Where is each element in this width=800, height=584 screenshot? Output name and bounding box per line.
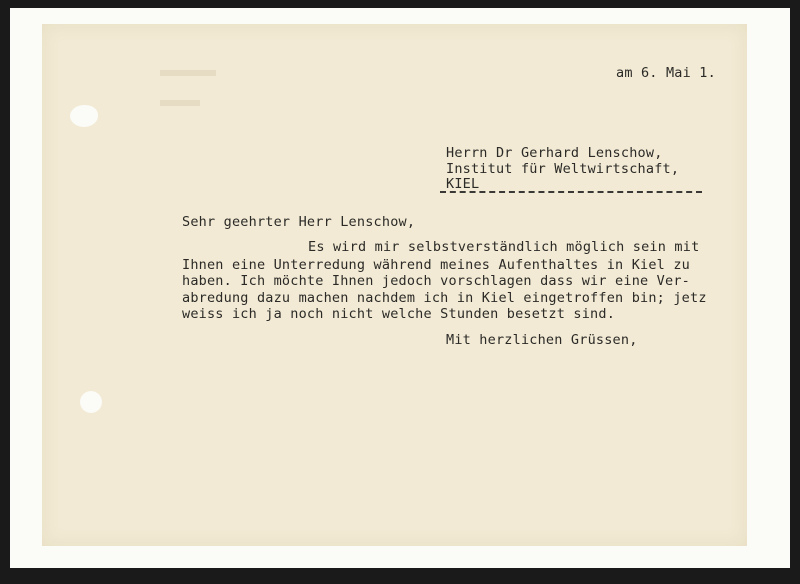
body-line-3: haben. Ich möchte Ihnen jedoch vorschlagen dass wir eine Ver- bbox=[182, 273, 690, 289]
faint-mark bbox=[160, 70, 216, 76]
body-line-2: Ihnen eine Unterredung während meines Aufenthaltes in Kiel zu bbox=[182, 257, 690, 273]
body-line-4: abredung dazu machen nachdem ich in Kiel eingetroffen bin; jetz bbox=[182, 290, 707, 306]
punch-hole-top bbox=[70, 105, 98, 127]
faint-mark bbox=[160, 100, 200, 106]
recipient-line-2: Institut für Weltwirtschaft, bbox=[446, 161, 680, 177]
address-underline bbox=[440, 191, 702, 193]
salutation: Sehr geehrter Herr Lenschow, bbox=[182, 214, 416, 230]
punch-hole-bottom bbox=[80, 391, 102, 413]
recipient-line-3: KIEL bbox=[446, 176, 480, 192]
letter-date: am 6. Mai 1. bbox=[616, 65, 716, 81]
recipient-line-1: Herrn Dr Gerhard Lenschow, bbox=[446, 145, 663, 161]
body-line-1: Es wird mir selbstverständlich möglich sein mit bbox=[308, 239, 700, 255]
closing: Mit herzlichen Grüssen, bbox=[446, 332, 638, 348]
body-line-5: weiss ich ja noch nicht welche Stunden besetzt sind. bbox=[182, 306, 616, 322]
